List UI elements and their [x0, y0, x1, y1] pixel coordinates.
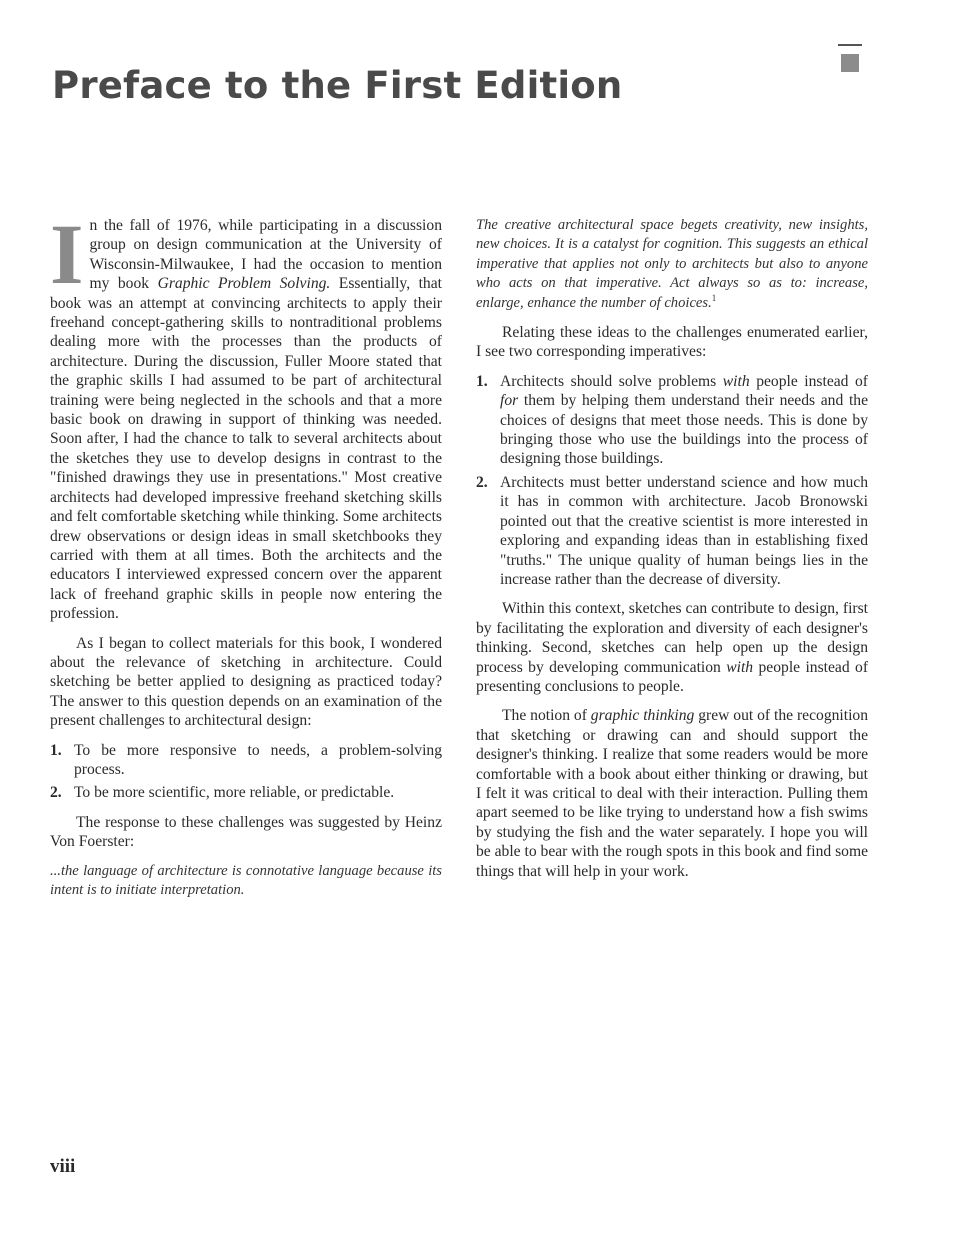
corner-tab-mark: [838, 44, 862, 72]
emphasis-for: for: [500, 392, 519, 410]
corner-rule: [838, 44, 862, 46]
imperatives-list: [476, 372, 868, 589]
list-item: [50, 783, 442, 802]
paragraph-1-text-b: Essentially, that book was an attempt at convincing architects to apply their freehand concept-gathering skills to nontraditional problems dealing more with the processes than the products of architecture. During the discussion, Fuller Moore stated that the graphic skills I had assumed to be part of architectural training were being neglected in the schools and that a more basic book on drawing in support of thinking was needed. Soon after, I had the chance to talk to several architects about the sketches they use to develop designs in contrast to the "finished drawings they use in presentations." Most creative architects had developed impressive freehand sketching skills and felt comfortable sketching while thinking. Some architects drew observations or design ideas in small sketchbooks they carried with them at all times. Both the architects and the educators I interviewed expressed concern over the apparent lack of freehand graphic skills in people now entering the profession.: [50, 275, 442, 623]
paragraph-3: The response to these challenges was suggested by Heinz Von Foerster:: [50, 813, 442, 851]
foerster-quote-start: ...the language of architecture is connotative language because its intent is to initiate interpretation.: [50, 862, 442, 898]
page-title: Preface to the First Edition: [52, 64, 623, 107]
list-number: 1.: [476, 372, 488, 390]
left-column: [50, 206, 442, 910]
list-text-b: people instead of: [749, 372, 868, 390]
list-text-a: Architects should solve problems: [500, 372, 723, 390]
quote-text: The creative architectural space begets creativity, new insights, new choices. It is a catalyst for cognition. This suggests an ethical imperative that applies not only to architects but also to anyone who acts on that imperative. Act always so as to: increase, enlarge, enhance the number of choices.: [476, 217, 868, 311]
paragraph-5-text-a: Within this context, sketches can contribute to design, first by facilitating the exploration and diversity of each designer's thinking. Second, sketches can help open up the design process by developing communication: [476, 600, 868, 676]
list-item: [476, 473, 868, 589]
challenges-list: [50, 741, 442, 803]
paragraph-1-text-a: n the fall of 1976, while participating in a discussion group on design communication at the University of Wisconsin-Milwaukee, I had the occasion to mention my book: [89, 217, 442, 293]
paragraph-4: Relating these ideas to the challenges enumerated earlier, I see two corresponding imperatives:: [476, 324, 868, 361]
page-number: viii: [50, 1156, 76, 1177]
paragraph-6: [476, 706, 868, 881]
book-title: Graphic Problem Solving.: [157, 275, 331, 293]
drop-cap: I: [50, 206, 84, 302]
paragraph-5-text-b: people instead of presenting conclusions to people.: [476, 658, 869, 695]
list-item: [50, 741, 442, 780]
list-text: Architects must better understand science and how much it has in common with architecture. Jacob Bronowski pointed out that the creative scientist is more interested in exploring and expanding ideas than in establishing fixed "truths." The unique quality of human beings lies in the increase rather than the decrease of diversity.: [500, 473, 868, 588]
paragraph-6-text-a: The notion of: [502, 707, 591, 725]
emphasis-graphic-thinking: graphic thinking: [590, 707, 695, 725]
list-number: 2.: [476, 473, 488, 491]
list-number: 2.: [50, 784, 62, 802]
emphasis-with: with: [726, 658, 754, 676]
emphasis-with: with: [722, 372, 750, 390]
list-number: 1.: [50, 741, 62, 759]
paragraph-5: [476, 599, 868, 696]
footnote-marker: 1: [711, 292, 717, 303]
list-item: [476, 372, 868, 469]
paragraph-6-text-b: grew out of the recognition that sketching or drawing can and should support the designer's thinking. I realize that some readers would be more comfortable with a book about either thinking or drawing, but I felt it was critical to deal with their interaction. Pulling them apart seemed to be like trying to understand how a fish swims by studying the fish and the water separately. I hope you will be able to bear with the rough spots in this book and find some things that will help in your work.: [476, 707, 869, 880]
paragraph-1: [50, 206, 442, 624]
list-text: To be more responsive to needs, a problem-solving process.: [74, 741, 442, 778]
right-column: [476, 216, 868, 891]
list-text-c: them by helping them understand their needs and the choices of designs that meet those needs. This is done by bringing those who use the buildings into the process of designing those buildings.: [500, 392, 868, 468]
paragraph-2: As I began to collect materials for this book, I wondered about the relevance of sketching in architecture. Could sketching be better applied to designing as practiced today? The answer to this question depends on an examination of the present challenges to architectural design:: [50, 634, 442, 730]
corner-square: [841, 54, 859, 72]
foerster-quote-continued: [476, 216, 868, 313]
list-text: To be more scientific, more reliable, or predictable.: [74, 784, 395, 802]
